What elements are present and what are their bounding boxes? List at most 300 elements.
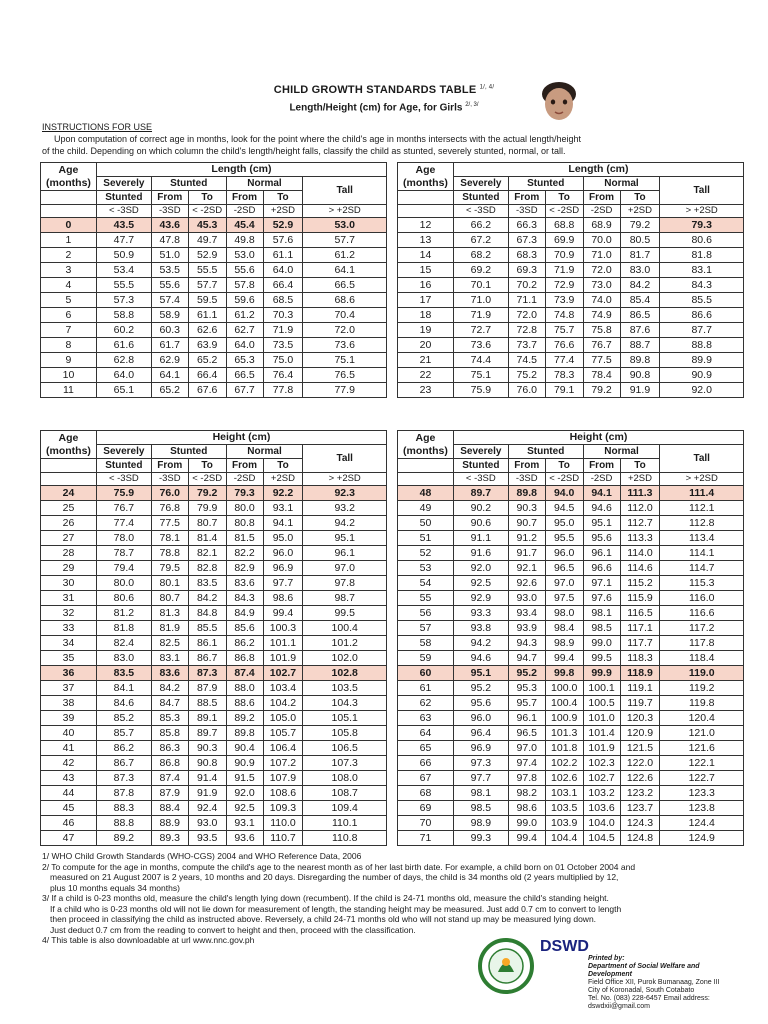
value-cell: 96.1 [303,546,387,561]
age-cell: 27 [41,531,97,546]
value-cell: 112.0 [620,501,660,516]
value-cell: 109.3 [263,801,303,816]
value-cell: 68.2 [453,248,508,263]
value-cell: 88.8 [660,338,744,353]
table-row [398,801,744,816]
value-cell: 90.8 [620,368,660,383]
value-cell: 117.7 [620,636,660,651]
page-title: CHILD GROWTH STANDARDS TABLE $^{1/, 4/}$ [273,84,495,96]
value-cell: 95.2 [453,681,508,696]
table-row [398,233,744,248]
table-row [398,516,744,531]
value-cell: 45.3 [188,218,226,233]
value-cell: 75.1 [303,353,387,368]
value-cell: 87.8 [96,786,151,801]
value-cell: 83.5 [96,666,151,681]
value-cell: 94.2 [453,636,508,651]
value-cell: 98.1 [583,606,620,621]
value-cell: 96.5 [545,561,583,576]
value-cell: 117.8 [660,636,744,651]
table-row [398,741,744,756]
value-cell: 92.5 [226,801,263,816]
value-cell: 62.9 [151,353,188,368]
table-row [41,546,387,561]
value-cell: 118.4 [660,651,744,666]
value-cell: 59.6 [226,293,263,308]
value-cell: 93.1 [226,816,263,831]
value-cell: 72.0 [583,263,620,278]
value-cell: 81.4 [188,531,226,546]
table-row [41,681,387,696]
value-cell: 93.0 [188,816,226,831]
instructions-heading: INSTRUCTIONS FOR USE [42,122,153,132]
value-cell: 78.4 [583,368,620,383]
age-cell: 13 [398,233,454,248]
value-cell: 83.1 [151,651,188,666]
value-cell: 90.6 [453,516,508,531]
value-cell: 85.6 [226,621,263,636]
value-cell: 98.1 [453,786,508,801]
value-cell: 88.4 [151,801,188,816]
value-cell: 112.1 [660,501,744,516]
value-cell: 76.5 [303,368,387,383]
value-cell: 110.8 [303,831,387,846]
age-cell: 22 [398,368,454,383]
value-cell: 67.2 [453,233,508,248]
value-cell: 97.7 [263,576,303,591]
value-cell: 102.7 [583,771,620,786]
value-cell: 65.2 [151,383,188,398]
value-cell: 121.5 [620,741,660,756]
value-cell: 102.2 [545,756,583,771]
value-cell: 57.7 [303,233,387,248]
table-row [41,218,387,233]
value-cell: 100.4 [545,696,583,711]
value-cell: 99.4 [545,651,583,666]
table-row [398,651,744,666]
dswd-logo: DSWD [540,938,589,955]
value-cell: 88.9 [151,816,188,831]
value-cell: 84.7 [151,696,188,711]
value-cell: 96.9 [263,561,303,576]
value-cell: 111.3 [620,486,660,501]
stunted-header: Stunted [508,445,583,459]
value-cell: 112.7 [620,516,660,531]
value-cell: 92.1 [508,561,545,576]
table-row [41,576,387,591]
value-cell: 84.2 [151,681,188,696]
value-cell: 86.5 [620,308,660,323]
value-cell: 119.0 [660,666,744,681]
value-cell: 103.9 [545,816,583,831]
value-cell: 55.6 [151,278,188,293]
value-cell: 91.9 [188,786,226,801]
table-row [41,756,387,771]
value-cell: 101.4 [583,726,620,741]
table-row [398,561,744,576]
value-cell: 74.8 [545,308,583,323]
value-cell: 105.0 [263,711,303,726]
value-cell: 66.4 [263,278,303,293]
value-cell: 71.9 [453,308,508,323]
value-cell: 95.0 [263,531,303,546]
value-cell: 93.0 [508,591,545,606]
value-cell: 84.1 [96,681,151,696]
age-cell: 3 [41,263,97,278]
value-cell: 119.8 [660,696,744,711]
value-cell: 90.8 [188,756,226,771]
value-cell: 85.5 [188,621,226,636]
value-cell: 91.4 [188,771,226,786]
age-header: Age (months) [398,431,454,459]
value-cell: 123.7 [620,801,660,816]
table-row [398,771,744,786]
value-cell: 97.7 [453,771,508,786]
value-cell: 75.9 [96,486,151,501]
value-cell: 95.7 [508,696,545,711]
value-cell: 93.6 [226,831,263,846]
value-cell: 124.9 [660,831,744,846]
length-table-12-23: Age (months) Length (cm) Severely Stunted Normal Tall Stunted From To From To < -3SD -3SD < -2SD -2SD +2SD > +2SD 12 66.2 66.3 68.8 68.9 79.2 79.3 13 67.2 67.3 69.9 70.0 80.5 80.6 14 68.2 68.3 70.9 71.0 81.7 81.8 15 69.2 69.3 71.9 72.0 83.0 83.1 16 70.1 70.2 72.9 73.0 84.2 84.3 17 71.0 71.1 73.9 74.0 85.4 85.5 18 71.9 72.0 74.8 74.9 86.5 86.6 19 72.7 72.8 75.7 75.8 87.6 87.7 20 73.6 73.7 76.6 76.7 88.7 88.8 21 74.4 74.5 77.4 77.5 89.8 89.9 22 75.1 75.2 78.3 78.4 90.8 90.9 23 75.9 76.0 79.1 79.2 91.9 92.0 [397,162,744,398]
value-cell: 82.2 [226,546,263,561]
value-cell: 47.8 [151,233,188,248]
value-cell: 66.3 [508,218,545,233]
value-cell: 52.9 [263,218,303,233]
value-cell: 74.4 [453,353,508,368]
value-cell: 84.2 [188,591,226,606]
value-cell: 69.3 [508,263,545,278]
age-cell: 36 [41,666,97,681]
value-cell: 90.7 [508,516,545,531]
value-cell: 92.0 [660,383,744,398]
value-cell: 75.1 [453,368,508,383]
table-row [398,293,744,308]
value-cell: 81.8 [660,248,744,263]
stunted-header: Stunted [151,177,226,191]
value-cell: 83.6 [226,576,263,591]
severely-header: Severely [453,177,508,191]
value-cell: 61.2 [303,248,387,263]
value-cell: 80.6 [96,591,151,606]
value-cell: 94.1 [583,486,620,501]
value-cell: 96.1 [508,711,545,726]
value-cell: 45.4 [226,218,263,233]
table-row [398,816,744,831]
age-cell: 57 [398,621,454,636]
value-cell: 64.0 [226,338,263,353]
value-cell: 98.4 [545,621,583,636]
table-row [398,218,744,233]
value-cell: 86.7 [96,756,151,771]
value-cell: 66.4 [188,368,226,383]
value-cell: 93.2 [303,501,387,516]
instructions-text: Upon computation of correct age in months, look for the point where the child's age in months intersects with the actual length/height of the child. Depending on which column the child's length/height falls, classify the child as stunted, severely stunted, normal, or tall. [42,134,582,156]
value-cell: 85.7 [96,726,151,741]
age-cell: 44 [41,786,97,801]
value-cell: 79.2 [583,383,620,398]
value-cell: 76.8 [151,501,188,516]
value-cell: 89.2 [96,831,151,846]
table-row [398,323,744,338]
value-cell: 74.0 [583,293,620,308]
normal-header: Normal [583,177,660,191]
age-cell: 46 [41,816,97,831]
value-cell: 61.1 [263,248,303,263]
value-cell: 96.0 [545,546,583,561]
table-row [41,591,387,606]
value-cell: 89.8 [508,486,545,501]
value-cell: 109.4 [303,801,387,816]
value-cell: 77.5 [151,516,188,531]
value-cell: 93.8 [453,621,508,636]
value-cell: 86.2 [96,741,151,756]
value-cell: 79.3 [226,486,263,501]
page-subtitle: Length/Height (cm) for Age, for Girls $^{2/, 3/}$ [289,102,479,114]
value-cell: 114.0 [620,546,660,561]
value-cell: 57.6 [263,233,303,248]
age-cell: 26 [41,516,97,531]
footnote-3: 3/ If a child is 0-23 months old, measure the child's length lying down (recumbent). If the child is 24-71 months old, measure the child's standing height. [42,893,609,903]
value-cell: 107.2 [263,756,303,771]
table-row [41,516,387,531]
value-cell: 102.8 [303,666,387,681]
age-cell: 21 [398,353,454,368]
value-cell: 80.7 [151,591,188,606]
value-cell: 77.5 [583,353,620,368]
value-cell: 101.9 [263,651,303,666]
table-row [41,501,387,516]
value-cell: 89.7 [188,726,226,741]
table-row [41,561,387,576]
value-cell: 114.1 [660,546,744,561]
value-cell: 103.6 [583,801,620,816]
value-cell: 65.1 [96,383,151,398]
value-cell: 67.7 [226,383,263,398]
age-cell: 38 [41,696,97,711]
age-cell: 49 [398,501,454,516]
value-cell: 87.3 [188,666,226,681]
table-row [398,831,744,846]
value-cell: 100.5 [583,696,620,711]
value-cell: 91.1 [453,531,508,546]
value-cell: 93.1 [263,501,303,516]
table-row [398,501,744,516]
value-cell: 101.2 [303,636,387,651]
table-row [41,651,387,666]
value-cell: 85.8 [151,726,188,741]
value-cell: 73.9 [545,293,583,308]
value-cell: 76.0 [508,383,545,398]
value-cell: 114.6 [620,561,660,576]
value-cell: 120.3 [620,711,660,726]
value-cell: 82.9 [226,561,263,576]
value-cell: 70.1 [453,278,508,293]
value-cell: 93.9 [508,621,545,636]
tall-header: Tall [660,177,744,205]
table-row [398,263,744,278]
value-cell: 55.6 [226,263,263,278]
age-cell: 31 [41,591,97,606]
printer-credit: Printed by: Department of Social Welfare and Development Field Office XII, Purok Bumanaag, Zone III City of Koronadal, South Cotabato Tel. No. (083) 228-6457 Email address: dswdxii@gmail.com [588,955,720,1010]
value-cell: 124.4 [660,816,744,831]
age-cell: 37 [41,681,97,696]
value-cell: 70.0 [583,233,620,248]
value-cell: 92.2 [263,486,303,501]
value-cell: 78.0 [96,531,151,546]
age-header: Age (months) [398,163,454,191]
value-cell: 71.9 [545,263,583,278]
table-row [41,726,387,741]
table-row [398,606,744,621]
height-header: Height (cm) [453,431,743,445]
age-cell: 18 [398,308,454,323]
length-header: Length (cm) [96,163,386,177]
value-cell: 53.4 [96,263,151,278]
table-row [41,293,387,308]
age-cell: 25 [41,501,97,516]
age-cell: 45 [41,801,97,816]
value-cell: 78.8 [151,546,188,561]
value-cell: 124.8 [620,831,660,846]
severely-header: Severely [96,445,151,459]
value-cell: 100.9 [545,711,583,726]
baby-photo [538,80,580,124]
value-cell: 76.6 [545,338,583,353]
value-cell: 82.5 [151,636,188,651]
value-cell: 87.9 [151,786,188,801]
normal-header: Normal [226,177,303,191]
table-row [41,248,387,263]
value-cell: 93.5 [188,831,226,846]
value-cell: 51.0 [151,248,188,263]
value-cell: 80.6 [660,233,744,248]
value-cell: 98.2 [508,786,545,801]
value-cell: 122.0 [620,756,660,771]
value-cell: 72.9 [545,278,583,293]
value-cell: 107.9 [263,771,303,786]
age-cell: 10 [41,368,97,383]
value-cell: 96.6 [583,561,620,576]
value-cell: 99.3 [453,831,508,846]
table-row [41,308,387,323]
height-table-48-71: Age (months) Height (cm) Severely Stunted Normal Tall Stunted From To From To < -3SD -3SD < -2SD -2SD +2SD > +2SD 48 89.7 89.8 94.0 94.1 111.3 111.4 49 90.2 90.3 94.5 94.6 112.0 112.1 50 90.6 90.7 95.0 95.1 112.7 112.8 51 91.1 91.2 95.5 95.6 113.3 113.4 52 91.6 91.7 96.0 96.1 114.0 114.1 53 92.0 92.1 96.5 96.6 114.6 114.7 54 92.5 92.6 97.0 97.1 115.2 115.3 55 92.9 93.0 97.5 97.6 115.9 116.0 56 93.3 93.4 98.0 98.1 116.5 116.6 57 93.8 93.9 98.4 98.5 117.1 117.2 58 94.2 94.3 98.9 99.0 117.7 117.8 59 94.6 94.7 99.4 99.5 118.3 118.4 60 95.1 95.2 99.8 99.9 118.9 119.0 61 95.2 95.3 100.0 100.1 119.1 119.2 62 95.6 95.7 100.4 100.5 119.7 119.8 63 96.0 96.1 100.9 101.0 120.3 120.4 64 96.4 96.5 101.3 101.4 120.9 121.0 65 96.9 97.0 101.8 101.9 121.5 121.6 66 97.3 97.4 102.2 102.3 122.0 122.1 67 97.7 97.8 102.6 102.7 122.6 122.7 68 98.1 98.2 103.1 103.2 123.2 123.3 69 98.5 98.6 103.5 103.6 123.7 123.8 70 98.9 99.0 103.9 104.0 124.3 124.4 71 99.3 99.4 104.4 104.5 124.8 124.9 [397,430,744,846]
value-cell: 98.5 [583,621,620,636]
value-cell: 73.0 [583,278,620,293]
age-cell: 1 [41,233,97,248]
age-cell: 41 [41,741,97,756]
value-cell: 52.9 [188,248,226,263]
value-cell: 108.6 [263,786,303,801]
age-cell: 58 [398,636,454,651]
value-cell: 89.7 [453,486,508,501]
value-cell: 96.4 [453,726,508,741]
value-cell: 115.9 [620,591,660,606]
table-row [41,338,387,353]
value-cell: 90.3 [508,501,545,516]
table-row [41,323,387,338]
value-cell: 71.1 [508,293,545,308]
value-cell: 81.9 [151,621,188,636]
value-cell: 67.3 [508,233,545,248]
value-cell: 57.8 [226,278,263,293]
value-cell: 91.7 [508,546,545,561]
table-row [398,681,744,696]
value-cell: 82.8 [188,561,226,576]
age-cell: 54 [398,576,454,591]
table-row [41,741,387,756]
value-cell: 66.5 [303,278,387,293]
value-cell: 101.9 [583,741,620,756]
value-cell: 91.6 [453,546,508,561]
value-cell: 101.0 [583,711,620,726]
value-cell: 79.2 [620,218,660,233]
value-cell: 94.7 [508,651,545,666]
value-cell: 59.5 [188,293,226,308]
value-cell: 94.6 [453,651,508,666]
value-cell: 93.4 [508,606,545,621]
value-cell: 103.5 [545,801,583,816]
table-row [398,786,744,801]
value-cell: 119.2 [660,681,744,696]
value-cell: 76.7 [583,338,620,353]
age-cell: 33 [41,621,97,636]
value-cell: 89.8 [226,726,263,741]
value-cell: 85.2 [96,711,151,726]
table-row [398,338,744,353]
age-cell: 15 [398,263,454,278]
age-cell: 39 [41,711,97,726]
value-cell: 95.0 [545,516,583,531]
value-cell: 81.3 [151,606,188,621]
table-row [41,711,387,726]
value-cell: 101.3 [545,726,583,741]
value-cell: 62.8 [96,353,151,368]
table-row [398,486,744,501]
table-row [398,711,744,726]
value-cell: 94.1 [263,516,303,531]
value-cell: 98.9 [453,816,508,831]
value-cell: 77.4 [545,353,583,368]
value-cell: 97.4 [508,756,545,771]
value-cell: 64.1 [151,368,188,383]
stunted-header: Stunted [508,177,583,191]
value-cell: 98.5 [453,801,508,816]
value-cell: 82.1 [188,546,226,561]
value-cell: 47.7 [96,233,151,248]
value-cell: 87.7 [660,323,744,338]
value-cell: 71.0 [453,293,508,308]
value-cell: 95.1 [303,531,387,546]
value-cell: 49.7 [188,233,226,248]
value-cell: 100.0 [545,681,583,696]
value-cell: 99.8 [545,666,583,681]
value-cell: 119.7 [620,696,660,711]
value-cell: 120.9 [620,726,660,741]
normal-header: Normal [583,445,660,459]
value-cell: 99.4 [508,831,545,846]
age-cell: 67 [398,771,454,786]
value-cell: 79.1 [545,383,583,398]
value-cell: 58.9 [151,308,188,323]
age-header: Age (months) [41,163,97,191]
value-cell: 96.9 [453,741,508,756]
value-cell: 118.3 [620,651,660,666]
table-row [398,726,744,741]
age-cell: 32 [41,606,97,621]
value-cell: 99.5 [303,606,387,621]
table-row [41,621,387,636]
value-cell: 123.8 [660,801,744,816]
